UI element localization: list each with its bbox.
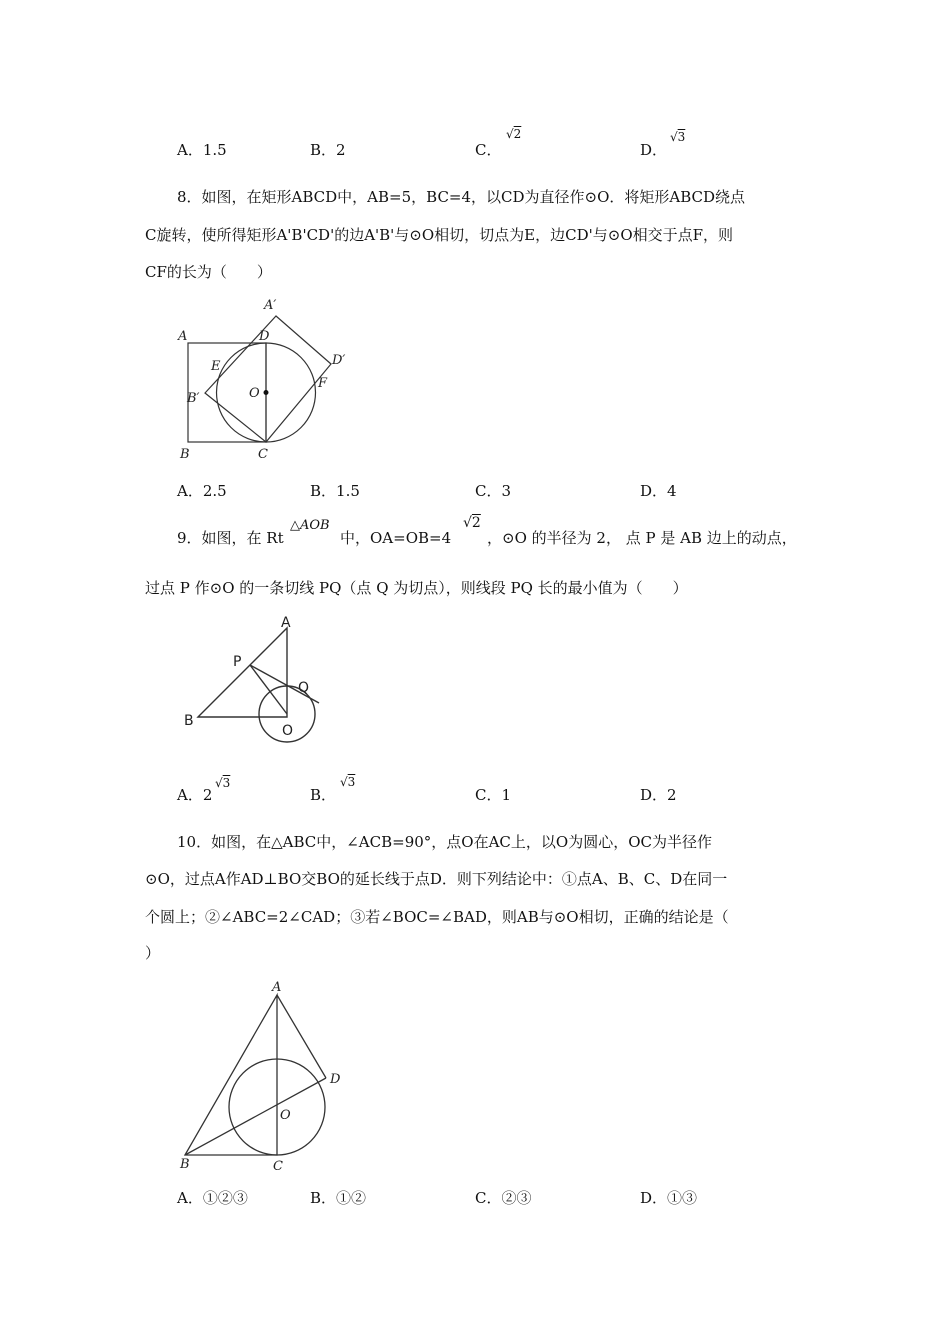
q10-stem-line4: ） (145, 944, 161, 962)
q9-stem-line1-b: 中，OA=OB=4 (340, 529, 452, 547)
q8-label-f: F (318, 376, 328, 391)
q10-stem-line2: ⊙O，过点A作AD⊥BO交BO的延长线于点D．则下列结论中：①点A、B、C、D在同一 (145, 870, 728, 888)
q7-option-c-radicand: 2 (513, 127, 522, 141)
q9-stem-line1-c: ，⊙O 的半径为 2， 点 P 是 AB 边上的动点， (487, 529, 797, 547)
q8-label-b: B (180, 447, 190, 462)
sqrt-sign-icon: √ (463, 515, 472, 531)
q10-label-c: C (273, 1159, 283, 1174)
q9-triangle-aob: △AOB (290, 518, 330, 533)
q9-radicand: 2 (471, 515, 481, 531)
q10-stem-line1: 10．如图，在△ABC中，∠ACB=90°，点O在AC上，以O为圆心，OC为半径作 (177, 833, 712, 851)
q10-line-bd (185, 1078, 326, 1155)
q8-label-e: E (211, 359, 221, 374)
q9-option-b-radicand: 3 (347, 775, 356, 789)
q7-option-c: C． (475, 141, 502, 159)
q8-label-c: C (258, 447, 268, 462)
q9-label-a: A (281, 615, 291, 631)
q10-option-c: C．②③ (475, 1189, 532, 1207)
q10-option-d: D．①③ (640, 1189, 698, 1207)
q7-option-a: A．1.5 (177, 141, 227, 159)
q8-stem-line2: C旋转，使所得矩形A'B'CD'的边A'B'与⊙O相切，切点为E，边CD'与⊙O相交于点F，则 (145, 226, 734, 244)
q8-stem-line1: 8．如图，在矩形ABCD中，AB=5，BC=4，以CD为直径作⊙O．将矩形ABCD绕点 (177, 188, 746, 206)
q8-option-a: A．2.5 (177, 482, 227, 500)
q8-label-o: O (249, 386, 260, 401)
q10-option-a: A．①②③ (177, 1189, 248, 1207)
sqrt-sign-icon: √ (506, 127, 514, 141)
q7-option-d-radicand: 3 (677, 130, 686, 144)
sqrt-sign-icon: √ (670, 130, 678, 144)
q10-label-o: O (280, 1108, 291, 1123)
q8-option-c: C．3 (475, 482, 512, 500)
q9-option-a-radicand: 3 (222, 776, 231, 790)
q8-label-a: A (178, 329, 188, 344)
q9-stem-line1-a: 9．如图，在 Rt (177, 529, 284, 547)
q8-option-b: B．1.5 (310, 482, 360, 500)
q9-label-q: Q (298, 680, 310, 696)
q9-option-d: D．2 (640, 786, 677, 804)
q9-label-b: B (184, 713, 194, 729)
q10-label-d: D (330, 1072, 341, 1087)
q8-label-d: D (259, 329, 270, 344)
sqrt-sign-icon: √ (340, 775, 348, 789)
q9-option-a: A．2 (177, 786, 213, 804)
q8-option-d: D．4 (640, 482, 677, 500)
q9-label-p: P (233, 654, 242, 670)
q9-option-b: B． (310, 786, 337, 804)
q8-stem-line3: CF的长为（ ） (145, 263, 272, 281)
q10-stem-line3: 个圆上；②∠ABC=2∠CAD；③若∠BOC=∠BAD，则AB与⊙O相切，正确的结论是（ (145, 908, 729, 926)
q8-label-a-prime: A′ (264, 298, 277, 313)
q8-label-d-prime: D′ (332, 353, 346, 368)
q9-option-c: C．1 (475, 786, 512, 804)
q10-option-b: B．①② (310, 1189, 367, 1207)
q10-label-b: B (180, 1157, 190, 1172)
q9-stem-line2: 过点 P 作⊙O 的一条切线 PQ（点 Q 为切点），则线段 PQ 长的最小值为（ ） (145, 579, 688, 597)
q10-triangle-abc (185, 995, 277, 1155)
q7-option-b: B．2 (310, 141, 346, 159)
q9-label-o: O (282, 723, 294, 739)
q10-label-a: A (272, 980, 282, 995)
q7-option-d: D． (640, 141, 668, 159)
sqrt-sign-icon: √ (215, 776, 223, 790)
q8-label-b-prime: B′ (187, 391, 200, 406)
